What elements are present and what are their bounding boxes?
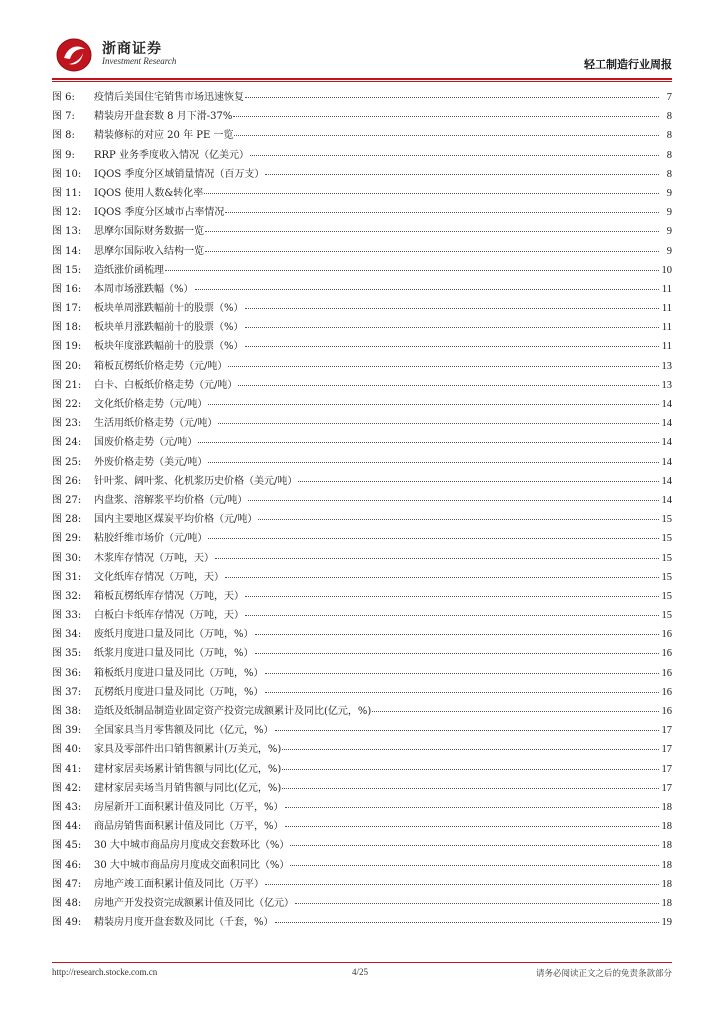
figure-page-number: 10 bbox=[661, 264, 672, 276]
toc-entry[interactable] bbox=[52, 856, 672, 875]
figure-page-number: 15 bbox=[661, 514, 672, 526]
figure-label: 图 48: bbox=[52, 897, 82, 909]
figure-title: 生活用纸价格走势（元/吨） bbox=[94, 418, 218, 430]
toc-entry[interactable] bbox=[52, 913, 672, 932]
figure-page-number: 7 bbox=[666, 92, 672, 103]
toc-entry[interactable] bbox=[52, 395, 672, 414]
toc-entry[interactable] bbox=[52, 107, 672, 126]
figure-title: 30 大中城市商品房月度成交套数环比（%） bbox=[94, 840, 290, 852]
dot-leader bbox=[245, 317, 659, 328]
figure-title: 房屋新开工面积累计值及同比（万平，%） bbox=[94, 801, 284, 813]
figure-title: 30 大中城市商品房月度成交面积同比（%） bbox=[94, 859, 290, 871]
figure-label: 图 13: bbox=[52, 226, 82, 238]
dot-leader bbox=[198, 432, 659, 443]
figure-page-number: 9 bbox=[666, 207, 672, 219]
dot-leader bbox=[295, 893, 659, 904]
toc-entry[interactable] bbox=[52, 472, 672, 491]
figure-title: IQOS 季度分区域市占率情况 bbox=[94, 207, 225, 219]
figure-page-number: 18 bbox=[661, 859, 672, 871]
dot-leader bbox=[234, 125, 659, 136]
figure-page-number: 18 bbox=[661, 821, 672, 833]
figure-page-number: 15 bbox=[661, 533, 672, 545]
figure-title: 思摩尔国际财务数据一览 bbox=[94, 226, 204, 238]
dot-leader bbox=[255, 624, 659, 635]
figure-label: 图 26: bbox=[52, 475, 82, 487]
figure-title: 疫情后美国住宅销售市场迅速恢复 bbox=[94, 92, 244, 103]
figure-title: IQOS 使用人数&转化率 bbox=[94, 187, 204, 199]
footer-divider bbox=[52, 962, 672, 963]
figure-title: 家具及零部件出口销售额累计(万美元，%) bbox=[94, 744, 282, 756]
figure-title: 精装修标的对应 20 年 PE 一览 bbox=[94, 130, 234, 142]
dot-leader bbox=[298, 471, 659, 482]
figure-label: 图 45: bbox=[52, 840, 82, 852]
toc-entry[interactable] bbox=[52, 760, 672, 779]
figure-label: 图 32: bbox=[52, 590, 82, 602]
figure-page-number: 9 bbox=[666, 187, 672, 199]
figure-page-number: 9 bbox=[666, 226, 672, 238]
figure-page-number: 14 bbox=[661, 475, 672, 487]
figure-label: 图 44: bbox=[52, 821, 82, 833]
figure-page-number: 13 bbox=[661, 360, 672, 372]
dot-leader bbox=[285, 816, 659, 827]
toc-entry[interactable] bbox=[52, 779, 672, 798]
figure-label: 图 8: bbox=[52, 130, 75, 142]
toc-entry[interactable] bbox=[52, 740, 672, 759]
figure-label: 图 38: bbox=[52, 706, 82, 717]
figure-title: IQOS 季度分区域销量情况（百万支） bbox=[94, 168, 265, 180]
figure-title: 文化纸价格走势（元/吨） bbox=[94, 399, 208, 410]
dot-leader bbox=[208, 528, 659, 539]
figure-label: 图 35: bbox=[52, 648, 82, 660]
dot-leader bbox=[245, 336, 659, 347]
figure-title: 箱板瓦楞纸价格走势（元/吨） bbox=[94, 360, 228, 372]
dot-leader bbox=[250, 145, 659, 156]
dot-leader bbox=[208, 394, 659, 405]
figure-title: 造纸及纸制品制造业固定资产投资完成额累计及同比(亿元，%) bbox=[94, 706, 372, 717]
figure-page-number: 18 bbox=[661, 878, 672, 890]
toc-entry[interactable] bbox=[52, 414, 672, 433]
dot-leader bbox=[204, 183, 659, 194]
brand-name-cn: 浙商证券 bbox=[102, 41, 162, 57]
figure-label: 图 15: bbox=[52, 264, 82, 276]
figure-page-number: 15 bbox=[661, 552, 672, 564]
toc-entry[interactable] bbox=[52, 357, 672, 376]
figure-title: 白板白卡纸库存情况（万吨，天） bbox=[94, 610, 244, 622]
figure-page-number: 9 bbox=[666, 245, 672, 257]
dot-leader bbox=[265, 164, 659, 175]
figure-title: 板块单周涨跌幅前十的股票（%） bbox=[94, 303, 244, 315]
footer-url[interactable]: http://research.stocke.com.cn bbox=[52, 967, 158, 977]
toc-entry[interactable] bbox=[52, 184, 672, 203]
figure-page-number: 11 bbox=[661, 283, 672, 295]
dot-leader bbox=[245, 586, 659, 597]
toc-entry[interactable] bbox=[52, 337, 672, 356]
toc-entry[interactable] bbox=[52, 894, 672, 913]
figure-page-number: 15 bbox=[661, 590, 672, 602]
header-divider-thin bbox=[52, 81, 672, 82]
dot-leader bbox=[233, 106, 659, 117]
dot-leader bbox=[245, 298, 659, 309]
figure-page-number: 8 bbox=[666, 168, 672, 180]
toc-entry[interactable] bbox=[52, 529, 672, 548]
brand-name-en: Investment Research bbox=[102, 56, 177, 66]
dot-leader bbox=[245, 605, 659, 616]
figure-index bbox=[52, 88, 672, 932]
figure-label: 图 21: bbox=[52, 379, 82, 391]
figure-label: 图 31: bbox=[52, 571, 82, 583]
toc-entry[interactable] bbox=[52, 510, 672, 529]
report-title: 轻工制造行业周报 bbox=[584, 58, 672, 71]
toc-entry[interactable] bbox=[52, 721, 672, 740]
footer-page-number: 4/25 bbox=[352, 967, 369, 977]
toc-entry[interactable] bbox=[52, 491, 672, 510]
dot-leader bbox=[372, 701, 659, 712]
dot-leader bbox=[255, 643, 659, 654]
dot-leader bbox=[282, 778, 659, 789]
zheshang-securities-logo-icon bbox=[52, 34, 100, 74]
toc-entry[interactable] bbox=[52, 318, 672, 337]
footer-disclaimer: 请务必阅读正文之后的免责条款部分 bbox=[535, 969, 672, 979]
toc-entry[interactable] bbox=[52, 222, 672, 241]
figure-label: 图 20: bbox=[52, 360, 82, 372]
figure-page-number: 11 bbox=[661, 303, 672, 315]
dot-leader bbox=[225, 567, 659, 578]
figure-title: 造纸涨价函梳理 bbox=[94, 264, 164, 276]
figure-title: 精装房开盘套数 8 月下滑-37% bbox=[94, 111, 233, 123]
dot-leader bbox=[205, 221, 659, 232]
figure-page-number: 19 bbox=[661, 917, 672, 929]
figure-page-number: 16 bbox=[661, 706, 672, 717]
toc-entry[interactable] bbox=[52, 549, 672, 568]
figure-label: 图 30: bbox=[52, 552, 82, 564]
dot-leader bbox=[275, 912, 659, 923]
figure-title: 思摩尔国际收入结构一览 bbox=[94, 245, 204, 257]
figure-title: 内盘浆、溶解浆平均价格（元/吨） bbox=[94, 494, 248, 506]
figure-title: 建材家居卖场当月销售额与同比(亿元，%) bbox=[94, 782, 282, 794]
figure-page-number: 17 bbox=[661, 744, 672, 756]
figure-title: 板块单月涨跌幅前十的股票（%） bbox=[94, 322, 244, 334]
figure-title: 箱板纸月度进口量及同比（万吨，%） bbox=[94, 667, 264, 679]
figure-label: 图 36: bbox=[52, 667, 82, 679]
figure-page-number: 15 bbox=[661, 610, 672, 622]
figure-title: RRP 业务季度收入情况（亿美元） bbox=[94, 149, 249, 161]
toc-entry[interactable] bbox=[52, 203, 672, 222]
figure-page-number: 17 bbox=[661, 725, 672, 737]
toc-entry[interactable] bbox=[52, 587, 672, 606]
toc-entry[interactable] bbox=[52, 625, 672, 644]
figure-title: 外废价格走势（美元/吨） bbox=[94, 456, 208, 468]
dot-leader bbox=[218, 413, 659, 424]
figure-title: 本周市场涨跌幅（%） bbox=[94, 283, 194, 295]
dot-leader bbox=[238, 375, 659, 386]
page-header bbox=[52, 34, 672, 82]
figure-title: 国废价格走势（元/吨） bbox=[94, 437, 198, 449]
figure-label: 图 28: bbox=[52, 514, 82, 526]
figure-label: 图 9: bbox=[52, 149, 75, 161]
figure-page-number: 14 bbox=[661, 418, 672, 430]
dot-leader bbox=[258, 509, 659, 520]
figure-label: 图 49: bbox=[52, 917, 82, 929]
toc-entry[interactable] bbox=[52, 88, 672, 107]
figure-label: 图 47: bbox=[52, 878, 82, 890]
figure-title: 房地产开发投资完成额累计值及同比（亿元） bbox=[94, 897, 294, 909]
figure-label: 图 16: bbox=[52, 283, 82, 295]
toc-entry[interactable] bbox=[52, 568, 672, 587]
toc-entry[interactable] bbox=[52, 376, 672, 395]
toc-entry[interactable] bbox=[52, 453, 672, 472]
dot-leader bbox=[282, 759, 659, 770]
dot-leader bbox=[195, 279, 659, 290]
figure-page-number: 16 bbox=[661, 629, 672, 641]
figure-page-number: 17 bbox=[661, 763, 672, 775]
figure-page-number: 8 bbox=[666, 149, 672, 161]
figure-label: 图 42: bbox=[52, 782, 82, 794]
figure-label: 图 41: bbox=[52, 763, 82, 775]
figure-label: 图 19: bbox=[52, 341, 82, 353]
dot-leader bbox=[245, 87, 659, 98]
figure-label: 图 14: bbox=[52, 245, 82, 257]
toc-entry[interactable] bbox=[52, 242, 672, 261]
figure-label: 图 39: bbox=[52, 725, 82, 737]
figure-label: 图 33: bbox=[52, 610, 82, 622]
figure-label: 图 17: bbox=[52, 303, 82, 315]
figure-title: 建材家居卖场累计销售额与同比(亿元，%) bbox=[94, 763, 282, 775]
figure-page-number: 14 bbox=[661, 494, 672, 506]
figure-label: 图 18: bbox=[52, 322, 82, 334]
figure-title: 箱板瓦楞纸库存情况（万吨，天） bbox=[94, 590, 244, 602]
figure-label: 图 27: bbox=[52, 494, 82, 506]
figure-page-number: 11 bbox=[661, 322, 672, 334]
toc-entry[interactable] bbox=[52, 261, 672, 280]
toc-entry[interactable] bbox=[52, 817, 672, 836]
figure-label: 图 43: bbox=[52, 801, 82, 813]
figure-label: 图 37: bbox=[52, 686, 82, 698]
figure-label: 图 25: bbox=[52, 456, 82, 468]
figure-title: 房地产竣工面积累计值及同比（万平） bbox=[94, 878, 264, 890]
dot-leader bbox=[248, 490, 659, 501]
toc-entry[interactable] bbox=[52, 280, 672, 299]
toc-entry[interactable] bbox=[52, 126, 672, 145]
figure-page-number: 18 bbox=[661, 897, 672, 909]
figure-page-number: 14 bbox=[661, 437, 672, 449]
figure-title: 文化纸库存情况（万吨，天） bbox=[94, 571, 224, 583]
figure-title: 商品房销售面积累计值及同比（万平，%） bbox=[94, 821, 284, 833]
dot-leader bbox=[275, 720, 659, 731]
figure-title: 废纸月度进口量及同比（万吨，%） bbox=[94, 629, 254, 641]
dot-leader bbox=[290, 855, 659, 866]
figure-page-number: 17 bbox=[661, 782, 672, 794]
figure-page-number: 14 bbox=[661, 456, 672, 468]
dot-leader bbox=[265, 874, 659, 885]
figure-label: 图 23: bbox=[52, 418, 82, 430]
figure-page-number: 13 bbox=[661, 379, 672, 391]
toc-entry[interactable] bbox=[52, 664, 672, 683]
toc-entry[interactable] bbox=[52, 606, 672, 625]
figure-label: 图 24: bbox=[52, 437, 82, 449]
figure-page-number: 16 bbox=[661, 648, 672, 660]
dot-leader bbox=[225, 202, 659, 213]
figure-label: 图 22: bbox=[52, 399, 82, 410]
figure-title: 木浆库存情况（万吨，天） bbox=[94, 552, 214, 564]
dot-leader bbox=[265, 682, 659, 693]
toc-entry[interactable] bbox=[52, 683, 672, 702]
toc-entry[interactable] bbox=[52, 875, 672, 894]
figure-page-number: 8 bbox=[666, 111, 672, 123]
figure-label: 图 12: bbox=[52, 207, 82, 219]
figure-page-number: 14 bbox=[661, 399, 672, 410]
dot-leader bbox=[165, 260, 659, 271]
figure-label: 图 10: bbox=[52, 168, 82, 180]
toc-entry[interactable] bbox=[52, 299, 672, 318]
toc-entry[interactable] bbox=[52, 165, 672, 184]
toc-entry[interactable] bbox=[52, 644, 672, 663]
figure-page-number: 16 bbox=[661, 667, 672, 679]
dot-leader bbox=[265, 663, 659, 674]
figure-page-number: 16 bbox=[661, 686, 672, 698]
figure-title: 板块年度涨跌幅前十的股票（%） bbox=[94, 341, 244, 353]
figure-page-number: 8 bbox=[666, 130, 672, 142]
figure-title: 针叶浆、阔叶浆、化机浆历史价格（美元/吨） bbox=[94, 475, 298, 487]
figure-title: 精装房月度开盘套数及同比（千套，%） bbox=[94, 917, 274, 929]
figure-title: 纸浆月度进口量及同比（万吨，%） bbox=[94, 648, 254, 660]
toc-entry[interactable] bbox=[52, 146, 672, 165]
dot-leader bbox=[228, 356, 659, 367]
figure-title: 白卡、白板纸价格走势（元/吨） bbox=[94, 379, 238, 391]
toc-entry[interactable] bbox=[52, 702, 672, 721]
dot-leader bbox=[290, 835, 659, 846]
figure-title: 粘胶纤维市场价（元/吨） bbox=[94, 533, 208, 545]
dot-leader bbox=[285, 797, 659, 808]
figure-page-number: 18 bbox=[661, 801, 672, 813]
figure-label: 图 46: bbox=[52, 859, 82, 871]
figure-page-number: 15 bbox=[661, 571, 672, 583]
figure-label: 图 34: bbox=[52, 629, 82, 641]
figure-label: 图 11: bbox=[52, 187, 82, 199]
dot-leader bbox=[208, 452, 659, 463]
dot-leader bbox=[215, 548, 659, 559]
figure-title: 全国家具当月零售额及同比（亿元，%） bbox=[94, 725, 274, 737]
toc-entry[interactable] bbox=[52, 836, 672, 855]
figure-title: 瓦楞纸月度进口量及同比（万吨，%） bbox=[94, 686, 264, 698]
dot-leader bbox=[205, 241, 659, 252]
figure-label: 图 40: bbox=[52, 744, 82, 756]
figure-label: 图 29: bbox=[52, 533, 82, 545]
figure-page-number: 18 bbox=[661, 840, 672, 852]
toc-entry[interactable] bbox=[52, 433, 672, 452]
dot-leader bbox=[282, 739, 659, 750]
figure-page-number: 11 bbox=[661, 341, 672, 353]
figure-label: 图 7: bbox=[52, 111, 75, 123]
figure-label: 图 6: bbox=[52, 92, 75, 103]
toc-entry[interactable] bbox=[52, 798, 672, 817]
header-divider bbox=[52, 78, 672, 80]
figure-title: 国内主要地区煤炭平均价格（元/吨） bbox=[94, 514, 258, 526]
